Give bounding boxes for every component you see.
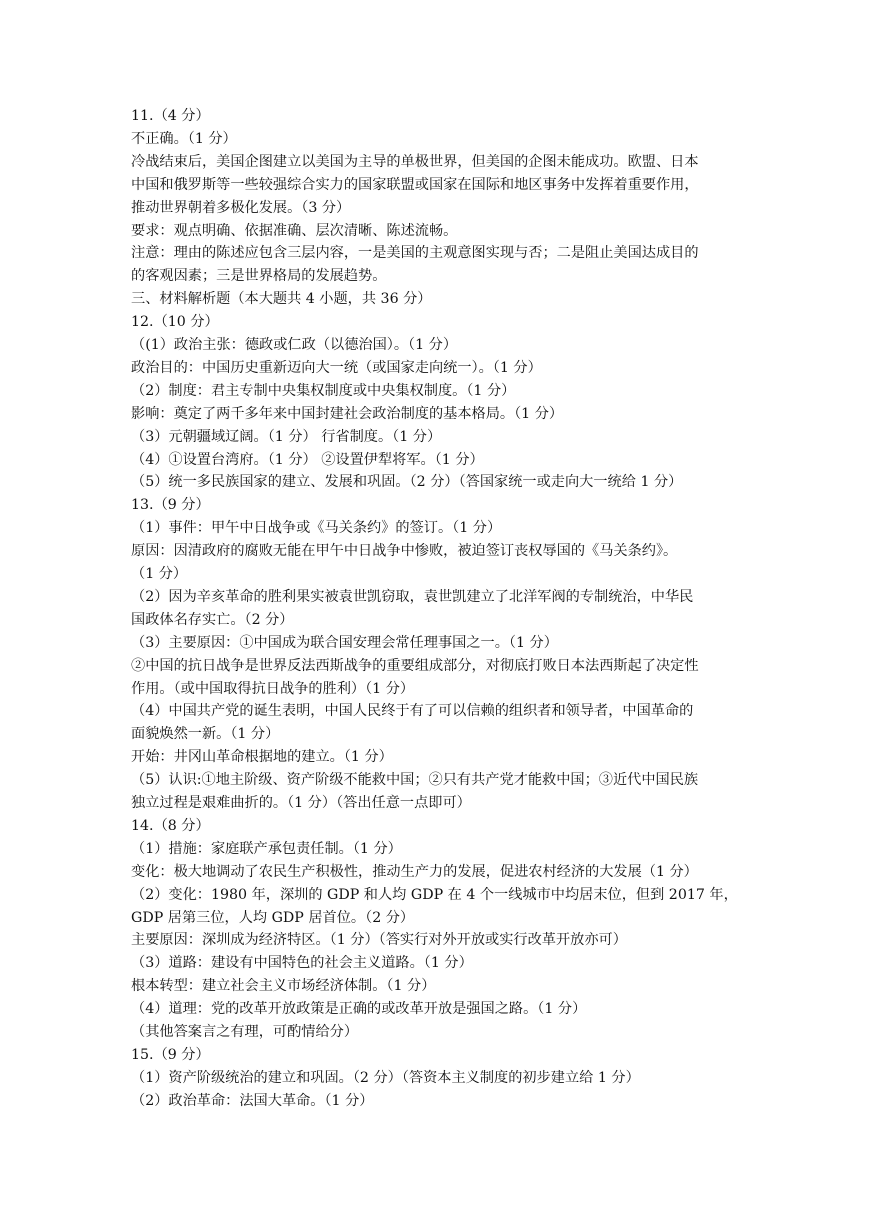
text-line: （2）因为辛亥革命的胜利果实被袁世凯窃取，袁世凯建立了北洋军阀的专制统治，中华民 <box>131 588 694 605</box>
text-line: 影响：奠定了两千多年来中国封建社会政治制度的基本格局。（1 分） <box>131 405 564 422</box>
text-line: 原因：因清政府的腐败无能在甲午中日战争中惨败，被迫签订丧权辱国的《马关条约》。 <box>131 543 678 560</box>
text-line: 三、材料解析题（本大题共 4 小题，共 36 分） <box>131 291 432 308</box>
text-line: （4）①设置台湾府。（1 分） ②设置伊犁将军。（1 分） <box>131 451 484 468</box>
text-line: 中国和俄罗斯等一些较强综合实力的国家联盟或国家在国际和地区事务中发挥着重要作用， <box>131 176 699 193</box>
text-line: 11.（4 分） <box>131 108 210 124</box>
text-line: （2）政治革命：法国大革命。（1 分） <box>131 1092 374 1109</box>
text-line: 的客观因素；三是世界格局的发展趋势。 <box>131 268 387 285</box>
text-line: 不正确。（1 分） <box>131 130 237 147</box>
text-line: ②中国的抗日战争是世界反法西斯战争的重要组成部分，对彻底打败日本法西斯起了决定性 <box>131 657 699 674</box>
text-line: 变化：极大地调动了农民生产积极性，推动生产力的发展，促进农村经济的大发展（1 分） <box>131 863 698 880</box>
text-line: 作用。（或中国取得抗日战争的胜利）（1 分） <box>131 680 415 697</box>
text-line: 14.（8 分） <box>131 817 210 834</box>
text-line: 15.（9 分） <box>131 1046 210 1063</box>
text-line: （1）措施：家庭联产承包责任制。（1 分） <box>131 840 402 857</box>
text-line: 独立过程是艰难曲折的。（1 分）（答出任意一点即可） <box>131 795 471 811</box>
text-line: 开始：井冈山革命根据地的建立。（1 分） <box>131 749 393 766</box>
text-line: 冷战结束后，美国企图建立以美国为主导的单极世界，但美国的企图未能成功。欧盟、日本 <box>131 153 699 170</box>
text-line: 面貌焕然一新。（1 分） <box>131 726 280 743</box>
text-line: 12.（10 分） <box>131 314 219 331</box>
text-line: （其他答案言之有理，可酌情给分） <box>131 1024 359 1040</box>
text-line: GDP 居第三位，人均 GDP 居首位。（2 分） <box>131 909 415 926</box>
text-line: 政治目的：中国历史重新迈向大一统（或国家走向统一）。（1 分） <box>131 359 542 376</box>
text-line: （1）资产阶级统治的建立和巩固。（2 分）（答资本主义制度的初步建立给 1 分） <box>131 1069 640 1086</box>
text-line: （3）主要原因：①中国成为联合国安理会常任理事国之一。（1 分） <box>131 634 558 651</box>
text-line: （1）事件：甲午中日战争或《马关条约》的签订。（1 分） <box>131 520 502 537</box>
text-line: 13.（9 分） <box>131 497 210 514</box>
text-line: 根本转型：建立社会主义市场经济体制。（1 分） <box>131 978 436 995</box>
text-line: 要求：观点明确、依据准确、层次清晰、陈述流畅。 <box>131 222 458 239</box>
text-line: （3）道路：建设有中国特色的社会主义道路。（1 分） <box>131 955 473 972</box>
text-line: 主要原因：深圳成为经济特区。（1 分）（答实行对外开放或实行改革开放亦可） <box>131 932 627 949</box>
text-line: （3）元朝疆域辽阔。（1 分） 行省制度。（1 分） <box>131 428 442 445</box>
text-line: （1 分） <box>131 566 188 582</box>
text-line: （(1）政治主张：德政或仁政（以德治国）。（1 分） <box>131 337 458 353</box>
text-line: （4）中国共产党的诞生表明，中国人民终于有了可以信赖的组织者和领导者，中国革命的 <box>131 703 694 720</box>
text-line: （2）变化：1980 年，深圳的 GDP 和人均 GDP 在 4 个一线城市中均居末位，但到 2017 年， <box>131 886 738 903</box>
text-line: （4）道理：党的改革开放政策是正确的或改革开放是强国之路。（1 分） <box>131 1001 587 1018</box>
text-line: （5）认识:①地主阶级、资产阶级不能救中国；②只有共产党才能救中国；③近代中国民族 <box>131 772 699 789</box>
text-line: 国政体名存实亡。（2 分） <box>131 611 294 628</box>
text-line: 注意：理由的陈述应包含三层内容，一是美国的主观意图实现与否；二是阻止美国达成目的 <box>131 245 699 262</box>
text-line: 推动世界朝着多极化发展。（3 分） <box>131 199 351 216</box>
text-line: （2）制度：君主专制中央集权制度或中央集权制度。（1 分） <box>131 382 516 399</box>
text-line: （5）统一多民族国家的建立、发展和巩固。（2 分）（答国家统一或走向大一统给 1 分） <box>131 474 683 491</box>
